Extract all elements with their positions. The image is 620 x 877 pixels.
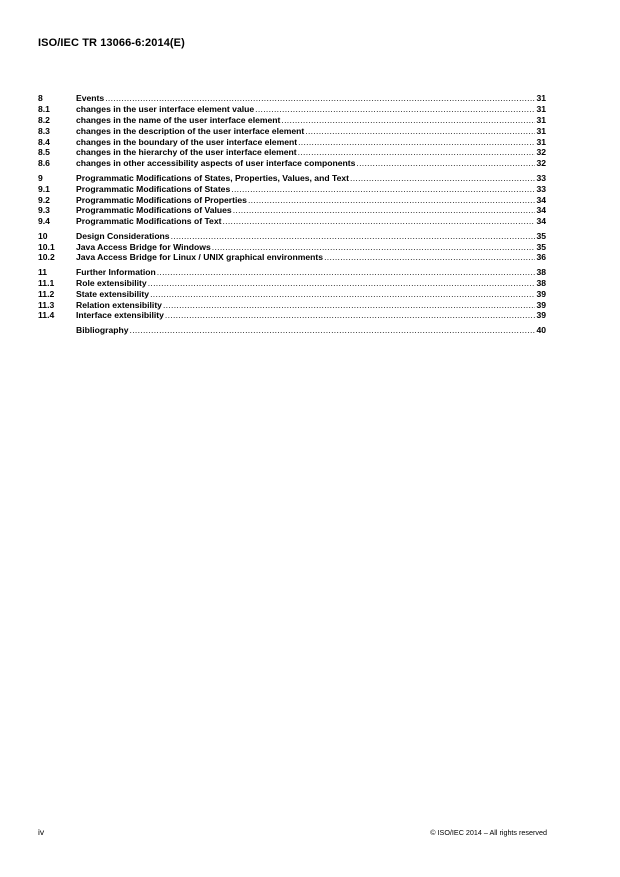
- toc-entry-number: 10.2: [38, 252, 55, 263]
- toc-dot-leader: [150, 289, 535, 300]
- toc-entry-number: 8.6: [38, 158, 50, 169]
- toc-entry[interactable]: [38, 137, 546, 148]
- toc-entry-number: 11.4: [38, 310, 55, 321]
- toc-entry-title: Programmatic Modifications of States: [76, 183, 231, 194]
- toc-group: [38, 325, 546, 336]
- toc-dot-leader: [165, 310, 535, 321]
- toc-entry[interactable]: [38, 242, 546, 253]
- toc-entry-page: 36: [536, 252, 546, 263]
- toc-entry-number: 9.3: [38, 205, 50, 216]
- toc-dot-leader: [231, 184, 535, 195]
- toc-entry-title: Programmatic Modifications of Values: [76, 205, 232, 216]
- toc-dot-leader: [298, 147, 535, 158]
- toc-dot-leader: [356, 158, 535, 169]
- toc-dot-leader: [222, 216, 535, 227]
- toc-dot-leader: [163, 300, 535, 311]
- toc-entry[interactable]: [38, 104, 546, 115]
- toc-dot-leader: [212, 242, 535, 253]
- toc-entry-page: 35: [536, 241, 546, 252]
- toc-entry[interactable]: [38, 325, 546, 336]
- toc-dot-leader: [105, 93, 535, 104]
- toc-entry-page: 40: [536, 324, 546, 335]
- toc-entry-page: 31: [536, 114, 546, 125]
- toc-entry[interactable]: [38, 278, 546, 289]
- toc-group: [38, 93, 546, 169]
- toc-entry-page: 34: [536, 194, 546, 205]
- toc-dot-leader: [305, 126, 535, 137]
- toc-dot-leader: [281, 115, 535, 126]
- toc-entry-page: 39: [536, 299, 546, 310]
- toc-entry-page: 33: [536, 172, 546, 183]
- document-id-header: ISO/IEC TR 13066-6:2014(E): [38, 37, 185, 49]
- toc-dot-leader: [324, 252, 535, 263]
- toc-entry-page: 31: [536, 93, 546, 103]
- toc-entry-title: Programmatic Modifications of Properties: [76, 194, 247, 205]
- toc-entry-page: 31: [536, 125, 546, 136]
- toc-entry-number: 8: [38, 93, 43, 103]
- toc-entry[interactable]: [38, 184, 546, 195]
- toc-entry-number: 8.5: [38, 147, 50, 158]
- toc-entry[interactable]: [38, 300, 546, 311]
- toc-dot-leader: [171, 231, 535, 242]
- toc-entry-title: changes in the boundary of the user interface element: [76, 136, 298, 147]
- toc-entry-number: 11.3: [38, 299, 55, 310]
- toc-entry-title: Bibliography: [76, 324, 129, 335]
- toc-entry[interactable]: [38, 147, 546, 158]
- toc-entry[interactable]: [38, 252, 546, 263]
- toc-entry-number: 8.4: [38, 136, 50, 147]
- toc-entry[interactable]: [38, 115, 546, 126]
- toc-entry[interactable]: [38, 158, 546, 169]
- toc-group: [38, 173, 546, 227]
- toc-entry[interactable]: [38, 195, 546, 206]
- toc-dot-leader: [350, 173, 535, 184]
- toc-entry-number: 11.1: [38, 277, 55, 288]
- toc-entry-title: Relation extensibility: [76, 299, 162, 310]
- toc-entry-title: Java Access Bridge for Linux / UNIX graphical environments: [76, 252, 324, 263]
- toc-entry-page: 39: [536, 288, 546, 299]
- toc-entry-title: changes in the description of the user interface element: [76, 125, 305, 136]
- toc-entry[interactable]: [38, 310, 546, 321]
- toc-entry-title: Further Information: [76, 266, 156, 277]
- toc-entry-page: 35: [536, 230, 546, 241]
- toc-entry[interactable]: [38, 267, 546, 278]
- toc-entry-title: Role extensibility: [76, 277, 147, 288]
- toc-group: [38, 267, 546, 321]
- toc-group: [38, 231, 546, 264]
- toc-entry-number: 9.4: [38, 216, 50, 227]
- toc-entry[interactable]: [38, 173, 546, 184]
- toc-entry-number: 8.1: [38, 103, 50, 114]
- table-of-contents: [38, 93, 546, 339]
- page-number: iv: [38, 827, 45, 837]
- toc-dot-leader: [157, 267, 535, 278]
- toc-entry-title: changes in other accessibility aspects of user interface components: [76, 158, 356, 169]
- toc-entry[interactable]: [38, 216, 546, 227]
- toc-entry-title: changes in the hierarchy of the user interface element: [76, 147, 297, 158]
- toc-entry-number: 10.1: [38, 241, 55, 252]
- toc-entry[interactable]: [38, 231, 546, 242]
- toc-entry-title: State extensibility: [76, 288, 150, 299]
- toc-entry-title: changes in the user interface element value: [76, 103, 255, 114]
- toc-entry-number: 11: [38, 266, 48, 277]
- toc-entry-page: 38: [536, 266, 546, 277]
- toc-entry-page: 31: [536, 103, 546, 114]
- toc-entry-page: 34: [536, 205, 546, 216]
- toc-entry-number: 10: [38, 230, 48, 241]
- toc-entry-title: Programmatic Modifications of States, Properties, Values, and Text: [76, 172, 350, 183]
- toc-entry-title: Design Considerations: [76, 230, 170, 241]
- toc-entry-number: 11.2: [38, 288, 55, 299]
- toc-entry-title: changes in the name of the user interface element: [76, 114, 281, 125]
- toc-dot-leader: [255, 104, 535, 115]
- toc-entry[interactable]: [38, 126, 546, 137]
- toc-entry-page: 32: [536, 147, 546, 158]
- copyright-notice: © ISO/IEC 2014 – All rights reserved: [430, 828, 547, 837]
- toc-entry[interactable]: [38, 205, 546, 216]
- toc-entry[interactable]: [38, 93, 546, 104]
- toc-entry-number: 9.1: [38, 183, 50, 194]
- toc-dot-leader: [298, 137, 535, 148]
- toc-entry-number: 9.2: [38, 194, 50, 205]
- toc-dot-leader: [248, 195, 535, 206]
- toc-entry-page: 31: [536, 136, 546, 147]
- toc-dot-leader: [148, 278, 535, 289]
- toc-entry-page: 38: [536, 277, 546, 288]
- toc-entry-number: 8.2: [38, 114, 50, 125]
- toc-entry-page: 32: [536, 158, 546, 169]
- toc-entry[interactable]: [38, 289, 546, 300]
- toc-dot-leader: [233, 205, 535, 216]
- toc-entry-page: 34: [536, 216, 546, 227]
- toc-entry-title: Interface extensibility: [76, 310, 164, 321]
- toc-entry-number: 8.3: [38, 125, 50, 136]
- toc-entry-page: 33: [536, 183, 546, 194]
- toc-dot-leader: [130, 325, 535, 336]
- toc-entry-title: Events: [76, 93, 105, 103]
- toc-entry-title: Programmatic Modifications of Text: [76, 216, 222, 227]
- toc-entry-number: 9: [38, 172, 43, 183]
- toc-entry-title: Java Access Bridge for Windows: [76, 241, 211, 252]
- toc-entry-page: 39: [536, 310, 546, 321]
